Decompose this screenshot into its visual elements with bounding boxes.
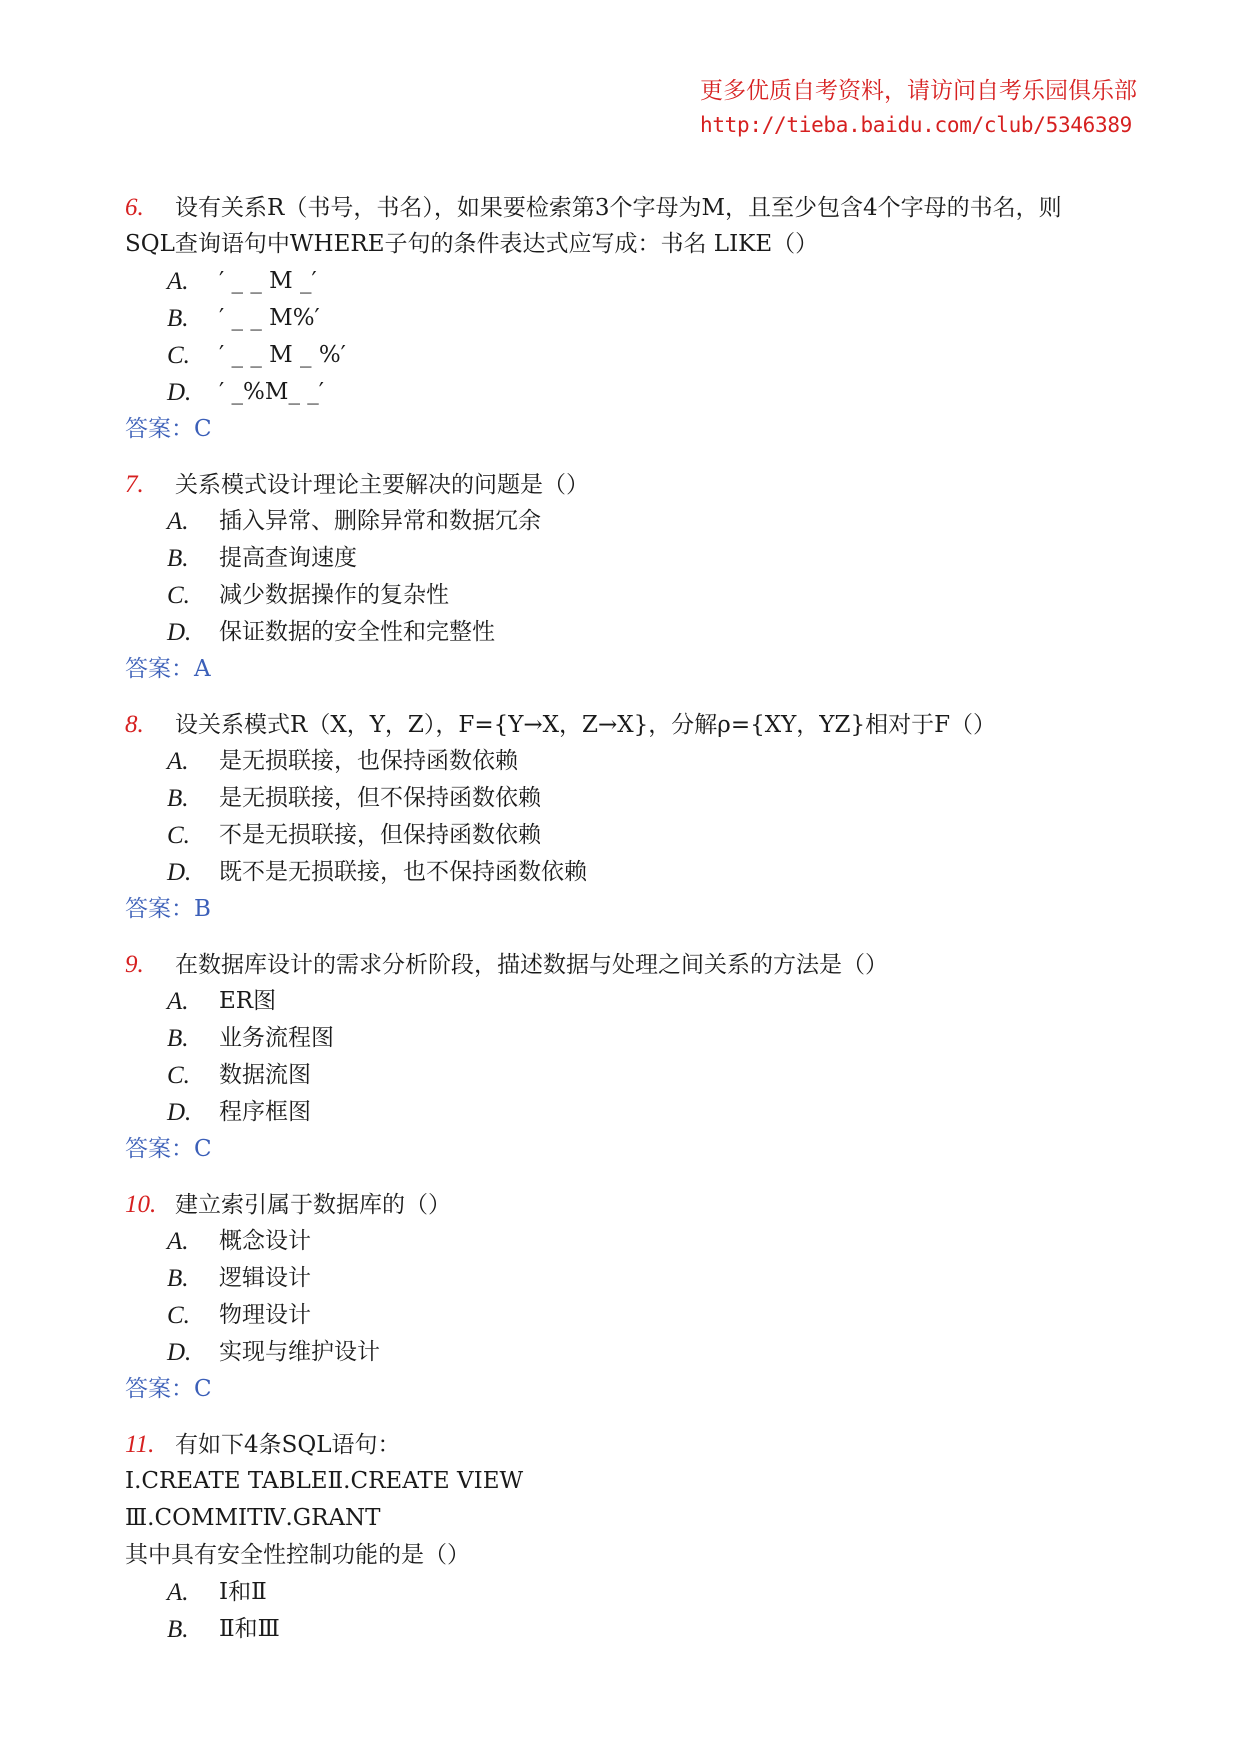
option-text: Ⅰ和Ⅱ [219,1579,267,1605]
option-text: ′ _%M_ _′ [219,379,324,405]
question-stem [125,1427,1145,1463]
question-stem [125,1187,1145,1223]
option-item [167,614,1145,651]
answer-line [125,891,1145,927]
option-text: 是无损联接，但不保持函数依赖 [219,785,541,811]
option-letter: C. [167,822,190,849]
option-list [125,503,1145,651]
option-list [125,983,1145,1131]
header-url-link[interactable]: http://tieba.baidu.com/club/5346389 [700,113,1133,137]
option-item [167,1020,1145,1057]
option-item [167,540,1145,577]
option-text: 提高查询速度 [219,545,357,571]
answer-value: C [194,416,212,442]
option-item [167,817,1145,854]
option-text: 程序框图 [219,1099,311,1125]
option-letter: B. [167,785,189,812]
option-list [125,1223,1145,1371]
option-letter: A. [167,1579,189,1606]
option-item [167,854,1145,891]
answer-line [125,411,1145,447]
question-list [125,190,1145,1668]
answer-label: 答案： [125,896,194,922]
option-letter: C. [167,1062,190,1089]
question-text: 关系模式设计理论主要解决的问题是（） [175,472,589,498]
option-item [167,1334,1145,1371]
option-letter: D. [167,619,192,646]
option-text: 业务流程图 [219,1025,334,1051]
option-list [125,1574,1145,1648]
answer-value: B [194,896,211,922]
question-text-continued: Ⅲ.COMMITⅣ.GRANT [125,1505,381,1531]
option-letter: D. [167,859,192,886]
answer-value: C [194,1136,212,1162]
option-text: 物理设计 [219,1302,311,1328]
option-text: 逻辑设计 [219,1265,311,1291]
option-item [167,337,1145,374]
answer-line [125,1131,1145,1167]
question-text-continued: Ⅰ.CREATE TABLEⅡ.CREATE VIEW [125,1468,524,1494]
option-text: ′ _ _ M _′ [219,268,317,294]
question-text-continued: 其中具有安全性控制功能的是（） [125,1542,470,1568]
option-letter: A. [167,508,189,535]
option-letter: C. [167,582,190,609]
option-text: 概念设计 [219,1228,311,1254]
question-block [125,467,1145,687]
question-number: 9. [125,951,144,978]
option-item [167,577,1145,614]
option-letter: C. [167,342,190,369]
question-number: 6. [125,194,144,221]
option-letter: D. [167,1339,192,1366]
option-text: ′ _ _ M%′ [219,305,320,331]
question-text: 设关系模式R（X，Y，Z），F={Y→X，Z→X}，分解ρ={XY，YZ}相对于F（） [175,712,997,738]
option-text: 保证数据的安全性和完整性 [219,619,495,645]
option-text: Ⅱ和Ⅲ [219,1616,280,1642]
option-letter: D. [167,379,192,406]
option-item [167,374,1145,411]
answer-line [125,1371,1145,1407]
option-item [167,1223,1145,1260]
question-number: 7. [125,471,144,498]
option-text: ER图 [219,988,277,1014]
option-item [167,1611,1145,1648]
option-list [125,263,1145,411]
option-letter: A. [167,268,189,295]
option-letter: A. [167,1228,189,1255]
option-item [167,1260,1145,1297]
option-item [167,743,1145,780]
question-text-continued: SQL查询语句中WHERE子句的条件表达式应写成：书名 LIKE（） [125,231,819,257]
question-number: 11. [125,1431,155,1458]
option-item [167,263,1145,300]
question-stem [125,190,1145,226]
option-text: 数据流图 [219,1062,311,1088]
option-letter: B. [167,305,189,332]
option-letter: B. [167,545,189,572]
option-text: ′ _ _ M _ %′ [219,342,346,368]
answer-label: 答案： [125,416,194,442]
question-stem [125,707,1145,743]
option-text: 是无损联接，也保持函数依赖 [219,748,518,774]
header-promo-text: 更多优质自考资料，请访问自考乐园俱乐部 [700,78,1137,104]
question-text: 建立索引属于数据库的（） [175,1192,451,1218]
option-letter: A. [167,988,189,1015]
option-letter: A. [167,748,189,775]
question-block [125,1187,1145,1407]
option-item [167,1094,1145,1131]
question-stem [125,947,1145,983]
option-letter: B. [167,1616,189,1643]
answer-value: A [194,656,211,682]
question-number: 8. [125,711,144,738]
question-block [125,1427,1145,1648]
option-item [167,780,1145,817]
option-text: 减少数据操作的复杂性 [219,582,449,608]
question-text: 有如下4条SQL语句： [175,1432,401,1458]
answer-label: 答案： [125,1136,194,1162]
question-text: 设有关系R（书号，书名），如果要检索第3个字母为M，且至少包含4个字母的书名，则 [175,195,1062,221]
option-item [167,1057,1145,1094]
answer-label: 答案： [125,1376,194,1402]
answer-label: 答案： [125,656,194,682]
option-item [167,300,1145,337]
page-header [700,74,1137,142]
option-text: 插入异常、删除异常和数据冗余 [219,508,541,534]
question-text: 在数据库设计的需求分析阶段，描述数据与处理之间关系的方法是（） [175,952,888,978]
option-letter: C. [167,1302,190,1329]
option-list [125,743,1145,891]
option-text: 不是无损联接，但保持函数依赖 [219,822,541,848]
option-letter: D. [167,1099,192,1126]
option-text: 既不是无损联接，也不保持函数依赖 [219,859,587,885]
answer-value: C [194,1376,212,1402]
option-item [167,1297,1145,1334]
question-block [125,190,1145,447]
question-stem [125,467,1145,503]
option-text: 实现与维护设计 [219,1339,380,1365]
question-block [125,707,1145,927]
option-item [167,1574,1145,1611]
option-letter: B. [167,1265,189,1292]
answer-line [125,651,1145,687]
option-item [167,983,1145,1020]
option-item [167,503,1145,540]
option-letter: B. [167,1025,189,1052]
question-number: 10. [125,1191,157,1218]
question-block [125,947,1145,1167]
